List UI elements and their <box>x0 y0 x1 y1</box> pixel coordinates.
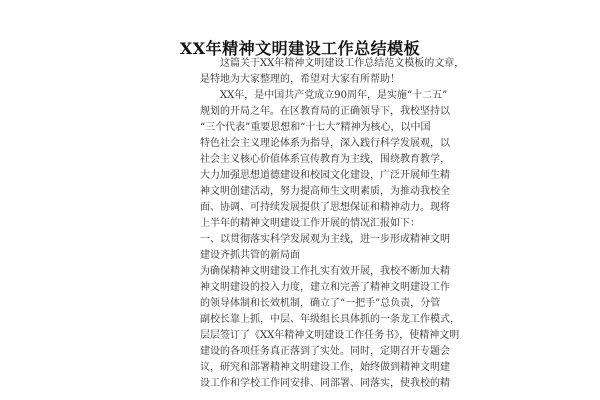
text-line: 的领导体制和长效机制，确立了“一把手”总负责，分管 <box>200 298 441 309</box>
text-line: 这篇关于XX年精神文明建设工作总结范文模板的文章， <box>200 58 465 69</box>
text-line: 大力加强思想道德建设和校园文化建设，广泛开展师生精 <box>200 170 450 181</box>
text-line: 社会主义核心价值体系宣传教育为主线，围绕教育教学， <box>200 154 450 165</box>
text-line: 上半年的精神文明建设工作开展的情况汇报如下： <box>200 218 420 229</box>
document-body <box>200 56 465 392</box>
text-line: 特色社会主义理论体系为指导，深入践行科学发展观，以 <box>200 138 450 149</box>
text-line: 规划的开局之年。在区教育局的正确领导下，我校坚持以 <box>200 106 450 117</box>
text-line: 神文明创建活动，努力提高师生文明素质，为推动我校全 <box>200 186 450 197</box>
text-line: 为确保精神文明建设工作扎实有效开展，我校不断加大精 <box>200 266 450 277</box>
text-line: 神文明建设的投入力度，建立和完善了精神文明建设工作 <box>200 282 450 293</box>
text-line: 设工作和学校工作同安排、同部署、同落实，使我校的精 <box>200 378 450 389</box>
text-line: 层层签订了《XX年精神文明建设工作任务书》，使精神文明 <box>200 330 460 341</box>
text-line: 面、协调、可持续发展提供了思想保证和精神动力。现将 <box>200 202 450 213</box>
text-line: 一、以贯彻落实科学发展观为主线，进一步形成精神文明 <box>200 234 450 245</box>
text-line: XX年，是中国共产党成立90周年，是实施“十二五” <box>200 90 448 101</box>
text-line: 副校长靠上抓，中层、年级组长具体抓的一条龙工作模式， <box>200 314 460 325</box>
text-line: 是特地为大家整理的，希望对大家有所帮助！ <box>200 74 400 85</box>
text-line: 建设的各项任务真正落到了实处。同时，定期召开专题会 <box>200 346 450 357</box>
text-line: 建设齐抓共管的新局面 <box>200 250 300 261</box>
document-title: XX年精神文明建设工作总结模板 <box>179 39 421 58</box>
text-line: “三个代表”重要思想和“十七大”精神为核心，以中国 <box>200 122 431 133</box>
text-line: 议，研究和部署精神文明建设工作，始终做到精神文明建 <box>200 362 450 373</box>
